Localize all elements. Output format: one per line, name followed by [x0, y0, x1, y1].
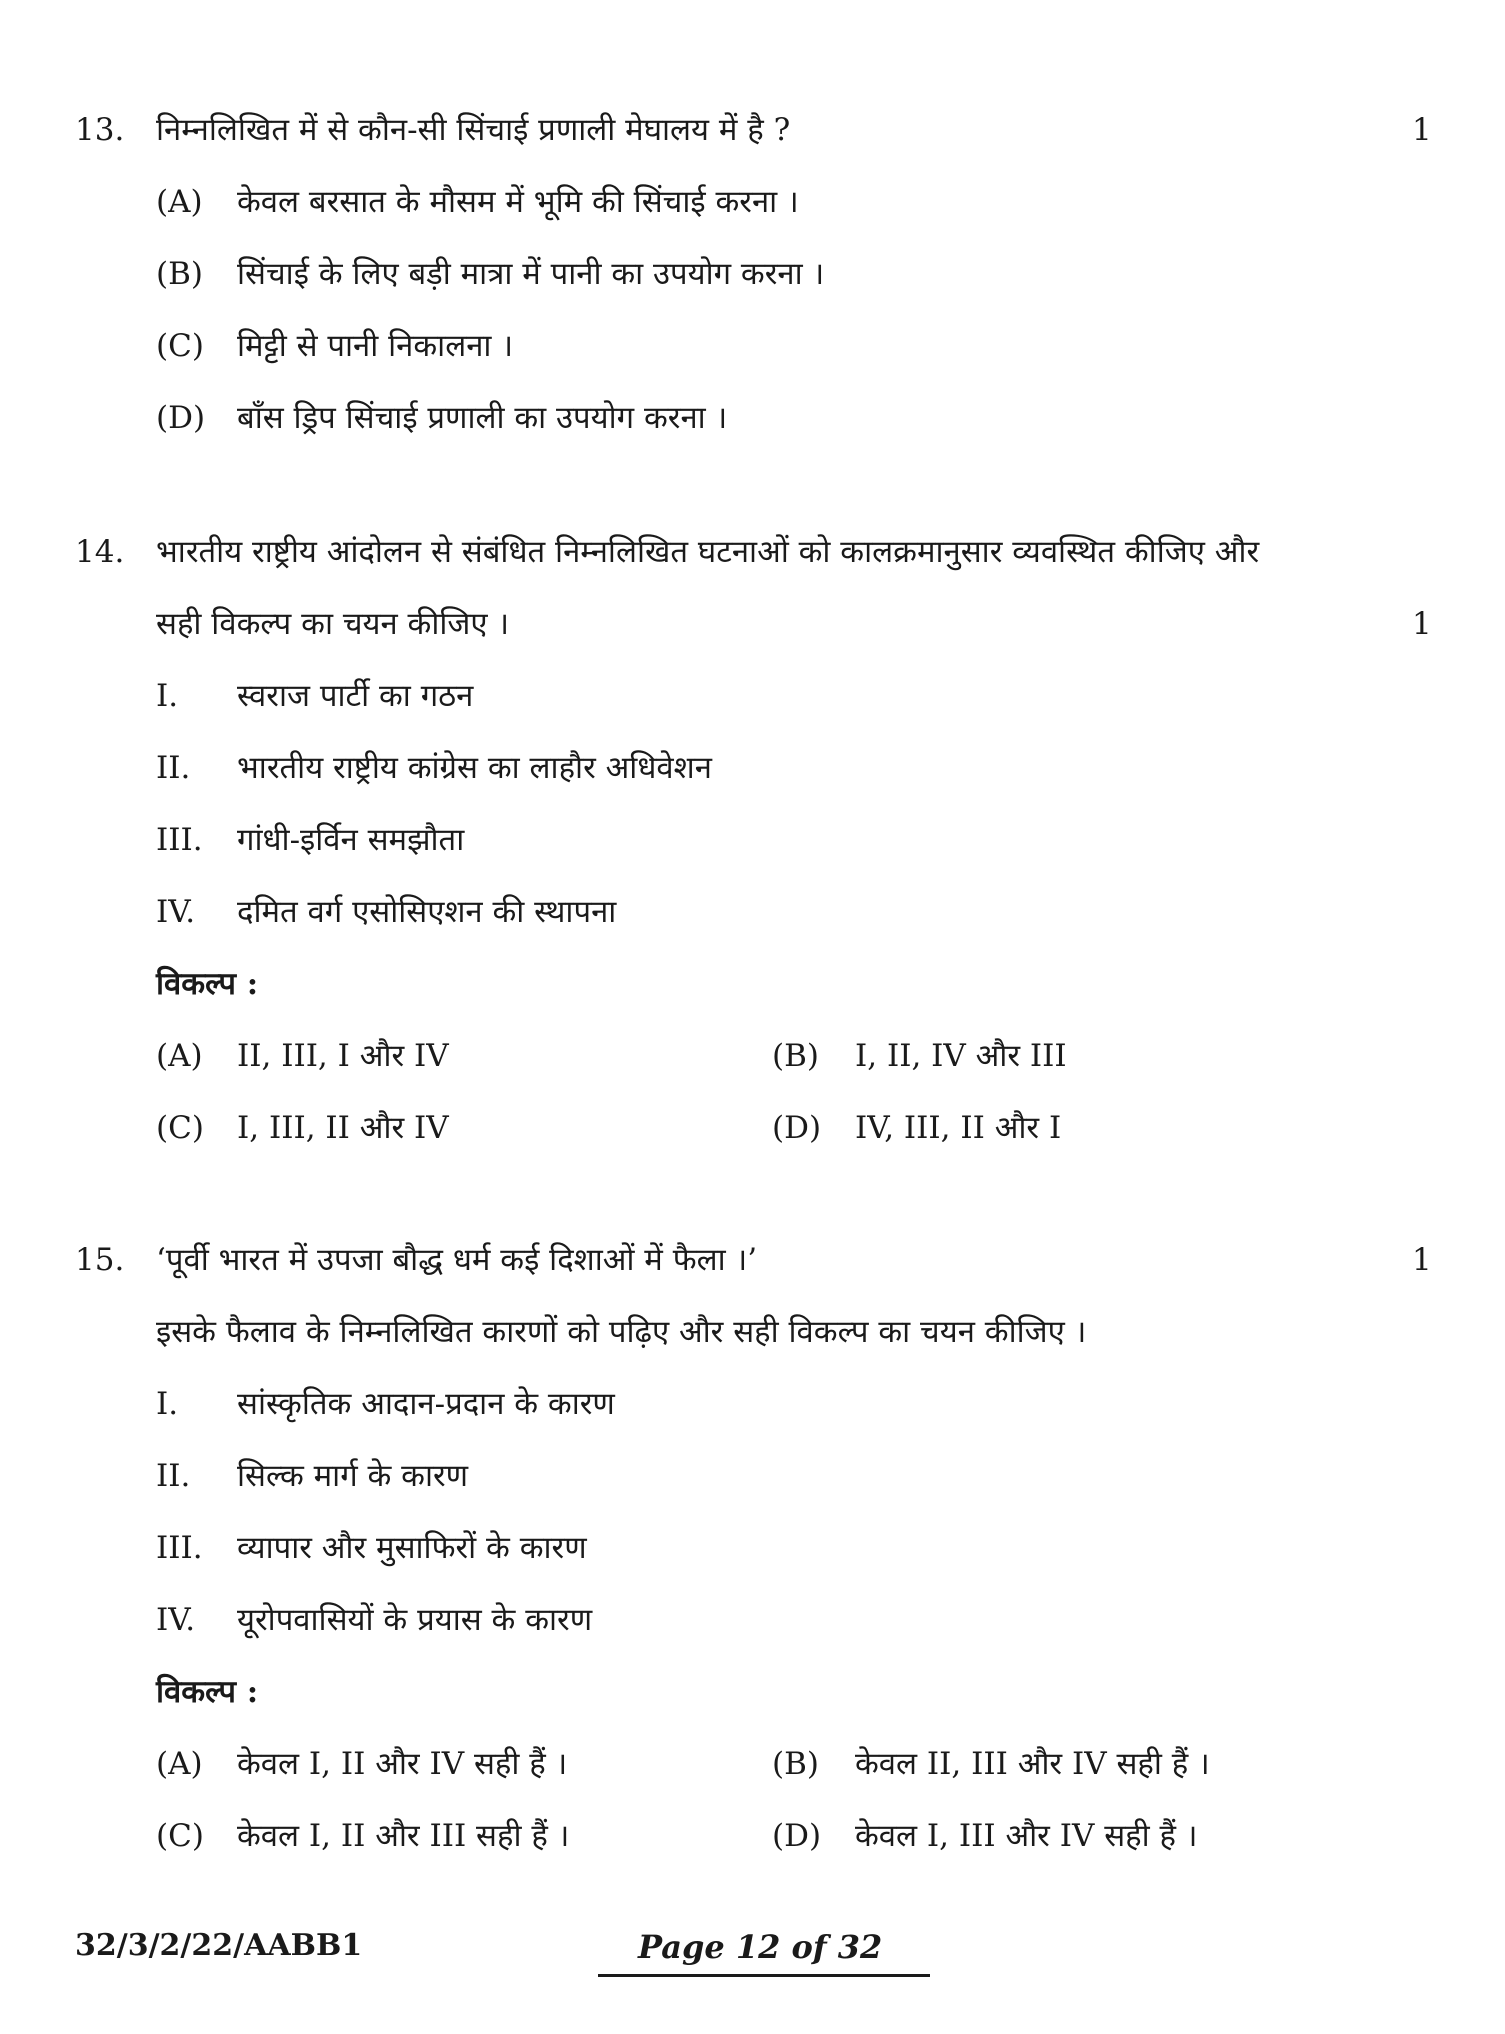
option-label: (C): [156, 328, 204, 364]
paper-code: 32/3/2/22/AABB1: [75, 1928, 363, 1963]
options-heading: विकल्प :: [156, 966, 259, 1002]
item-label: I.: [156, 678, 179, 714]
item-text: स्वराज पार्टी का गठन: [237, 678, 474, 714]
item-text: सांस्कृतिक आदान-प्रदान के कारण: [237, 1386, 615, 1422]
item-text: यूरोपवासियों के प्रयास के कारण: [237, 1602, 593, 1638]
page-number-underline: [598, 1974, 930, 1977]
option-label: (B): [772, 1038, 819, 1074]
option-text: I, II, IV और III: [855, 1038, 1067, 1074]
question-text: इसके फैलाव के निम्नलिखित कारणों को पढ़िए और सही विकल्प का चयन कीजिए ।: [156, 1314, 1087, 1350]
item-label: II.: [156, 750, 191, 786]
option-label: (D): [156, 400, 206, 436]
option-text: केवल II, III और IV सही हैं ।: [855, 1746, 1210, 1782]
item-text: सिल्क मार्ग के कारण: [237, 1458, 469, 1494]
option-label: (A): [156, 184, 203, 220]
option-text: I, III, II और IV: [237, 1110, 449, 1146]
options-heading: विकल्प :: [156, 1674, 259, 1710]
item-text: व्यापार और मुसाफिरों के कारण: [237, 1530, 587, 1566]
option-text: केवल I, II और IV सही हैं ।: [237, 1746, 568, 1782]
marks: 1: [1412, 606, 1432, 642]
question-number: 14.: [75, 534, 125, 570]
option-label: (B): [156, 256, 203, 292]
question-number: 15.: [75, 1242, 125, 1278]
question-text: ‘पूर्वी भारत में उपजा बौद्ध धर्म कई दिशाओं में फैला ।’: [156, 1242, 758, 1278]
item-text: गांधी-इर्विन समझौता: [237, 822, 465, 858]
option-text: बाँस ड्रिप सिंचाई प्रणाली का उपयोग करना ।: [237, 400, 728, 436]
item-label: IV.: [156, 894, 196, 930]
item-label: II.: [156, 1458, 191, 1494]
item-text: दमित वर्ग एसोसिएशन की स्थापना: [237, 894, 617, 930]
question-text: भारतीय राष्ट्रीय आंदोलन से संबंधित निम्नलिखित घटनाओं को कालक्रमानुसार व्यवस्थित कीजिए और: [156, 534, 1260, 570]
question-text: निम्नलिखित में से कौन-सी सिंचाई प्रणाली मेघालय में है ?: [156, 112, 791, 148]
option-label: (D): [772, 1110, 822, 1146]
option-label: (A): [156, 1746, 203, 1782]
item-label: IV.: [156, 1602, 196, 1638]
item-label: I.: [156, 1386, 179, 1422]
page-number: Page 12 of 32: [638, 1928, 883, 1966]
question-number: 13.: [75, 112, 125, 148]
option-text: IV, III, II और I: [855, 1110, 1062, 1146]
option-text: केवल I, III और IV सही हैं ।: [855, 1818, 1198, 1854]
item-label: III.: [156, 1530, 203, 1566]
option-label: (D): [772, 1818, 822, 1854]
marks: 1: [1412, 1242, 1432, 1278]
option-text: केवल I, II और III सही हैं ।: [237, 1818, 570, 1854]
item-label: III.: [156, 822, 203, 858]
option-label: (A): [156, 1038, 203, 1074]
option-label: (C): [156, 1110, 204, 1146]
option-text: मिट्टी से पानी निकालना ।: [237, 328, 514, 364]
option-text: केवल बरसात के मौसम में भूमि की सिंचाई करना ।: [237, 184, 799, 220]
option-label: (C): [156, 1818, 204, 1854]
option-text: II, III, I और IV: [237, 1038, 449, 1074]
option-text: सिंचाई के लिए बड़ी मात्रा में पानी का उपयोग करना ।: [237, 256, 825, 292]
question-text: सही विकल्प का चयन कीजिए ।: [156, 606, 510, 642]
marks: 1: [1412, 112, 1432, 148]
item-text: भारतीय राष्ट्रीय कांग्रेस का लाहौर अधिवेशन: [237, 750, 712, 786]
option-label: (B): [772, 1746, 819, 1782]
